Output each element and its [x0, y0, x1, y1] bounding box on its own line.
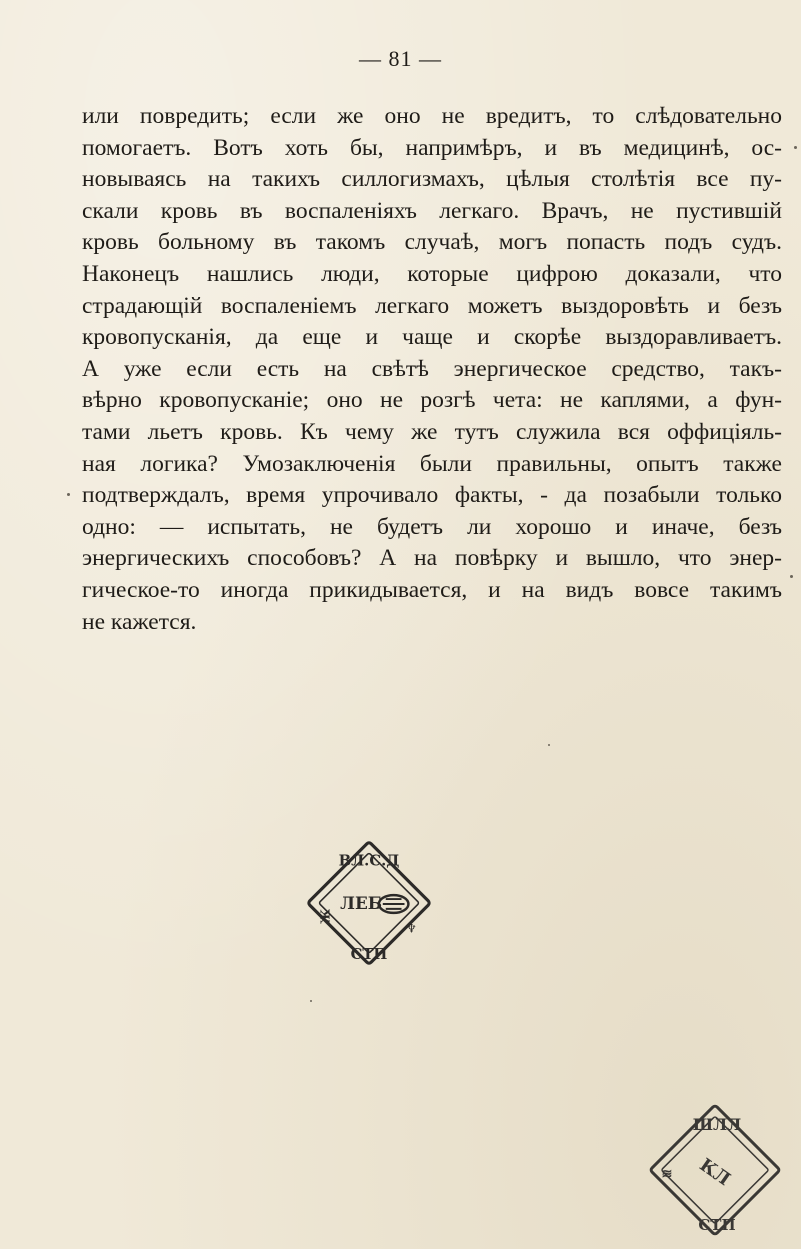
svg-text:ВЛ.С.Д: ВЛ.С.Д: [338, 852, 400, 870]
paper-speck: [310, 1000, 312, 1002]
svg-text:СТП: СТП: [698, 1216, 736, 1234]
text-line: энергическихъ способовъ? А на повѣрку и вышло, что энер-: [82, 545, 782, 572]
text-line: Наконецъ нашлись люди, которые цифрою доказали, что: [82, 260, 782, 287]
text-line-last: не кажется.: [82, 608, 197, 635]
text-line: гическое-то иногда прикидывается, и на видъ вовсе такимъ: [82, 576, 782, 603]
text-line: кровопусканія, да еще и чаще и скорѣе выздоравливаетъ.: [82, 324, 782, 351]
text-line: или повредить; если же оно не вредитъ, то слѣдовательно: [82, 103, 782, 129]
body-text: [82, 101, 782, 638]
text-line: подтверждалъ, время упрочивало факты, - да позабыли только: [82, 482, 782, 509]
paper-speck: [790, 575, 793, 578]
text-line: А уже если есть на свѣтѣ энергическое средство, такъ-: [82, 355, 782, 382]
text-line: скали кровь въ воспаленіяхъ легкаго. Врачъ, не пустившій: [82, 197, 782, 224]
svg-text:Ж: Ж: [318, 909, 333, 925]
text-line: одно: — испытать, не будетъ ли хорошо и иначе, безъ: [82, 513, 782, 540]
svg-text:СТП: СТП: [350, 946, 388, 964]
text-line: кровь больному въ такомъ случаѣ, могъ попасть подъ судъ.: [82, 229, 782, 256]
text-line: новываясь на такихъ силлогизмахъ, цѣлыя столѣтія все пу-: [82, 166, 782, 193]
svg-text:♆: ♆: [406, 921, 417, 936]
library-stamp-2: [645, 1100, 785, 1240]
paper-speck: [67, 493, 70, 496]
svg-text:ШЛЛ: ШЛЛ: [692, 1115, 742, 1134]
paper-speck: [548, 744, 550, 746]
svg-text:≋: ≋: [661, 1167, 673, 1182]
text-line: страдающій воспаленіемъ легкаго можетъ выздоровѣть и безъ: [82, 292, 782, 319]
text-line: помогаетъ. Вотъ хоть бы, напримѣръ, и въ медицинѣ, ос-: [82, 134, 782, 161]
paper-speck: [794, 146, 797, 149]
text-line: ная логика? Умозаключенія были правильны, опытъ также: [82, 450, 782, 477]
library-stamp-1: [300, 834, 438, 972]
svg-text:ЛЕБ: ЛЕБ: [340, 892, 383, 913]
text-line: вѣрно кровопусканіе; оно не розгѣ чета: не каплями, а фун-: [82, 387, 782, 414]
text-line: тами льетъ кровь. Къ чему же тутъ служила вся оффиціяль-: [82, 418, 782, 445]
page-number: — 81 —: [359, 46, 442, 71]
svg-text:КЛ: КЛ: [695, 1154, 734, 1191]
